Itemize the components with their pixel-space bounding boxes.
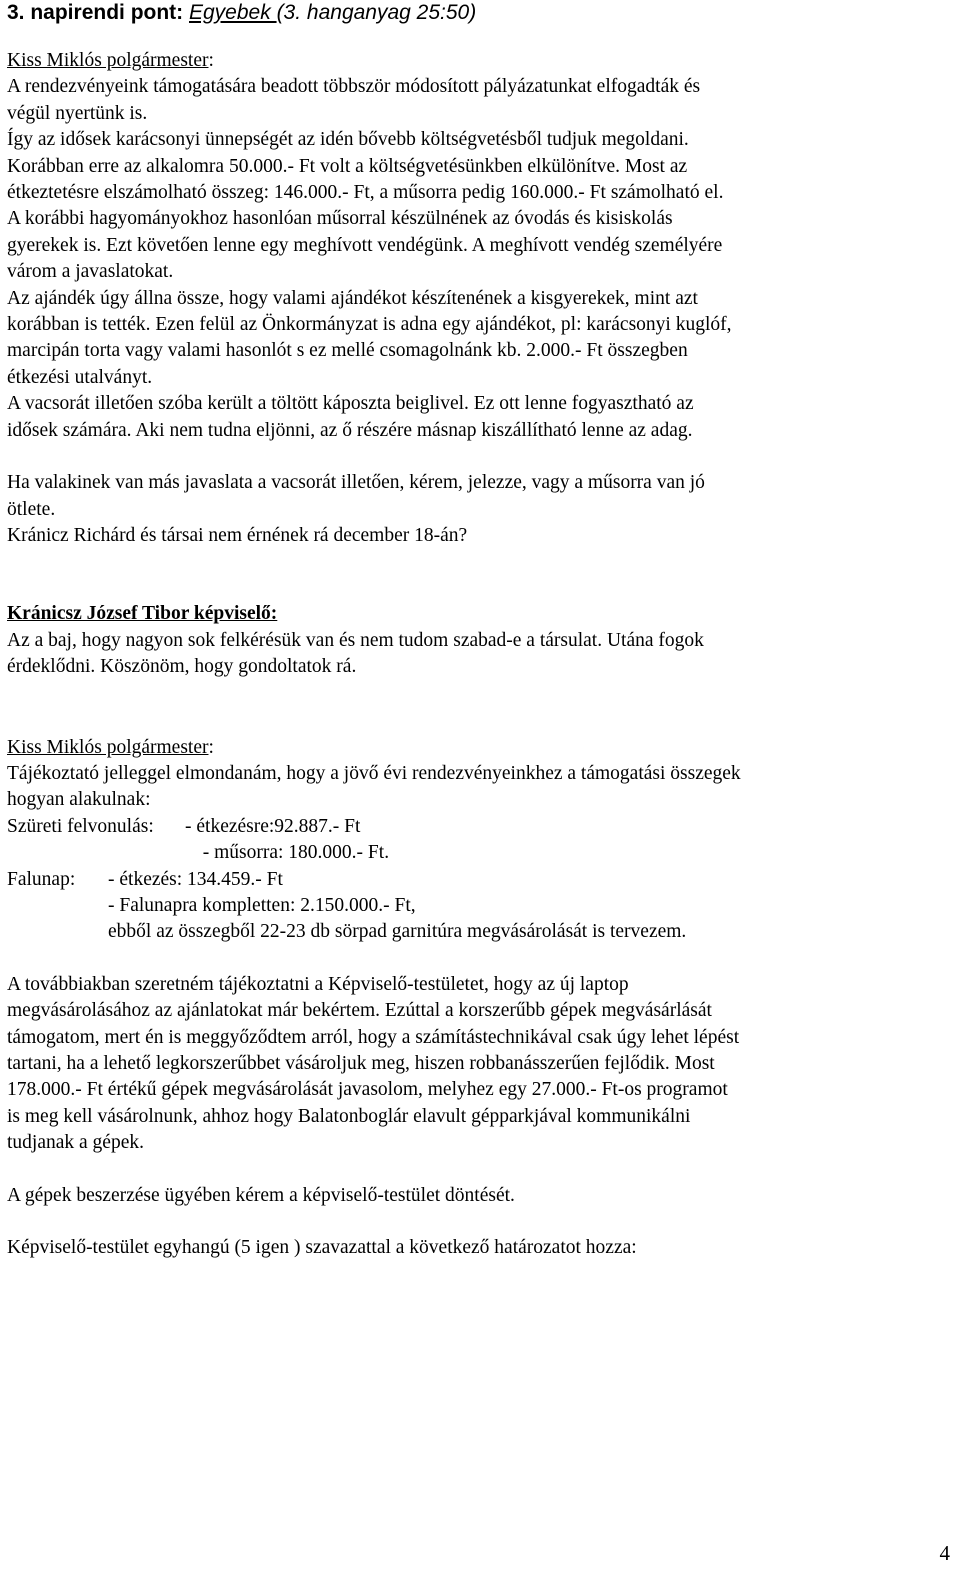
speaker-3: [7, 735, 948, 761]
text-line: étkezési utalványt.: [7, 366, 153, 388]
budget-row-value: - műsorra: 180.000.- Ft.: [193, 842, 390, 864]
text-line: 178.000.- Ft értékű gépek megvásárolását javasolom, melyhez egy 27.000.- Ft-os programot: [7, 1079, 728, 1101]
speaker-1: [7, 48, 948, 74]
budget-row-label: [7, 840, 185, 866]
page-number: 4: [939, 1541, 950, 1565]
agenda-heading-time: (3. hanganyag 25:50): [276, 1, 477, 24]
speaker-3-colon: :: [208, 736, 214, 758]
budget-row-value: ebből az összegből 22-23 db sörpad garnitúra megvásárolását is tervezem.: [108, 921, 687, 943]
text-line: Az ajándék úgy állna össze, hogy valami ajándékot készítenének a kisgyerekek, mint azt: [7, 287, 698, 309]
text-line: korábban is tették. Ezen felül az Önkormányzat is adna egy ajándékot, pl: karácsonyi kuglóf,: [7, 314, 732, 336]
vote-statement: Képviselő-testület egyhangú (5 igen ) szavazattal a következő határozatot hozza:: [7, 1237, 637, 1259]
budget-row: [7, 840, 948, 866]
speaker-1-colon: :: [208, 50, 214, 71]
text-line: ötlete.: [7, 498, 56, 520]
text-line: Kránicz Richárd és társai nem érnének rá december 18-án?: [7, 524, 468, 546]
budget-row: [7, 893, 948, 919]
agenda-heading-link[interactable]: Egyebek: [189, 1, 277, 24]
budget-row-value: - étkezés: 134.459.- Ft: [108, 868, 283, 890]
agenda-heading-prefix: 3. napirendi pont:: [7, 1, 189, 24]
text-line: Tájékoztató jelleggel elmondanám, hogy a jövő évi rendezvényeinkhez a támogatási összegek: [7, 762, 741, 784]
text-line: is meg kell vásárolnunk, ahhoz hogy Balatonboglár elavult gépparkjával kommunikálni: [7, 1105, 691, 1127]
speaker-3-text: [7, 761, 948, 814]
text-line: étkeztetésre elszámolható összeg: 146.000.- Ft, a műsorra pedig 160.000.- Ft számolható el.: [7, 182, 724, 204]
budget-row-value: - étkezésre:92.887.- Ft: [185, 815, 361, 837]
text-line: idősek számára. Aki nem tudna eljönni, az ő részére másnap kiszállítható lenne az adag.: [7, 419, 693, 441]
text-line: A korábbi hagyományokhoz hasonlóan műsorral készülnének az óvodás és kisiskolás: [7, 208, 673, 230]
text-line: A rendezvényeink támogatására beadott többször módosított pályázatunkat elfogadták és: [7, 76, 701, 98]
text-line: A továbbiakban szeretném tájékoztatni a Képviselő-testületet, hogy az új laptop: [7, 973, 629, 995]
text-line: végül nyertünk is.: [7, 102, 148, 124]
speaker-3-text-2: [7, 972, 948, 1157]
text-line: Korábban erre az alkalomra 50.000.- Ft volt a költségvetésünkben elkülönítve. Most az: [7, 155, 688, 177]
budget-row-label: Falunap:: [7, 868, 76, 890]
text-line: érdeklődni. Köszönöm, hogy gondoltatok rá.: [7, 656, 357, 678]
text-line: támogatom, mert én is meggyőződtem arról, hogy a számítástechnikával csak úgy lehet lépést: [7, 1026, 740, 1048]
text-line: tudjanak a gépek.: [7, 1132, 144, 1154]
text-line: várom a javaslatokat.: [7, 261, 174, 283]
budget-row: [7, 814, 948, 840]
budget-table: [7, 814, 948, 946]
text-line: Ha valakinek van más javaslata a vacsorát illetően, kérem, jelezze, vagy a műsorra van jó: [7, 472, 705, 494]
speaker-3-name: Kiss Miklós polgármester: [7, 736, 209, 758]
speaker-2-name: Kránicsz József Tibor képviselő:: [7, 603, 278, 625]
budget-row-label: [7, 919, 108, 945]
text-line: A vacsorát illetően szóba került a töltött káposzta beiglivel. Ez ott lenne fogyasztható az: [7, 393, 694, 415]
decision-request: A gépek beszerzése ügyében kérem a képviselő-testület döntését.: [7, 1184, 515, 1206]
speaker-1-text-2: [7, 470, 948, 549]
budget-row-value: - Falunapra kompletten: 2.150.000.- Ft,: [108, 894, 416, 916]
document-page: [7, 0, 948, 1261]
text-line: marcipán torta vagy valami hasonlót s ez mellé csomagolnánk kb. 2.000.- Ft összegben: [7, 340, 688, 362]
text-line: Az a baj, hogy nagyon sok felkérésük van és nem tudom szabad-e a társulat. Utána fogok: [7, 629, 704, 651]
agenda-heading: [7, 0, 948, 26]
speaker-2: [7, 601, 948, 627]
text-line: tartani, ha a lehető legkorszerűbbet vásároljuk meg, hiszen robbanásszerűen fejlődik. Most: [7, 1053, 715, 1074]
budget-row-label: Szüreti felvonulás:: [7, 815, 154, 837]
text-line: megvásárolásához az ajánlatokat már bekértem. Ezúttal a korszerűbb gépek megvásárlását: [7, 1000, 712, 1022]
text-line: gyerekek is. Ezt követően lenne egy meghívott vendégünk. A meghívott vendég személyére: [7, 234, 723, 256]
budget-row: [7, 919, 948, 945]
text-line: Így az idősek karácsonyi ünnepségét az idén bővebb költségvetésből tudjuk megoldani.: [7, 129, 689, 151]
budget-row-label: [7, 893, 108, 919]
speaker-1-name: Kiss Miklós polgármester: [7, 50, 209, 71]
text-line: hogyan alakulnak:: [7, 789, 151, 811]
speaker-1-text: [7, 74, 948, 444]
budget-row: [7, 867, 948, 893]
speaker-2-text: [7, 628, 948, 681]
